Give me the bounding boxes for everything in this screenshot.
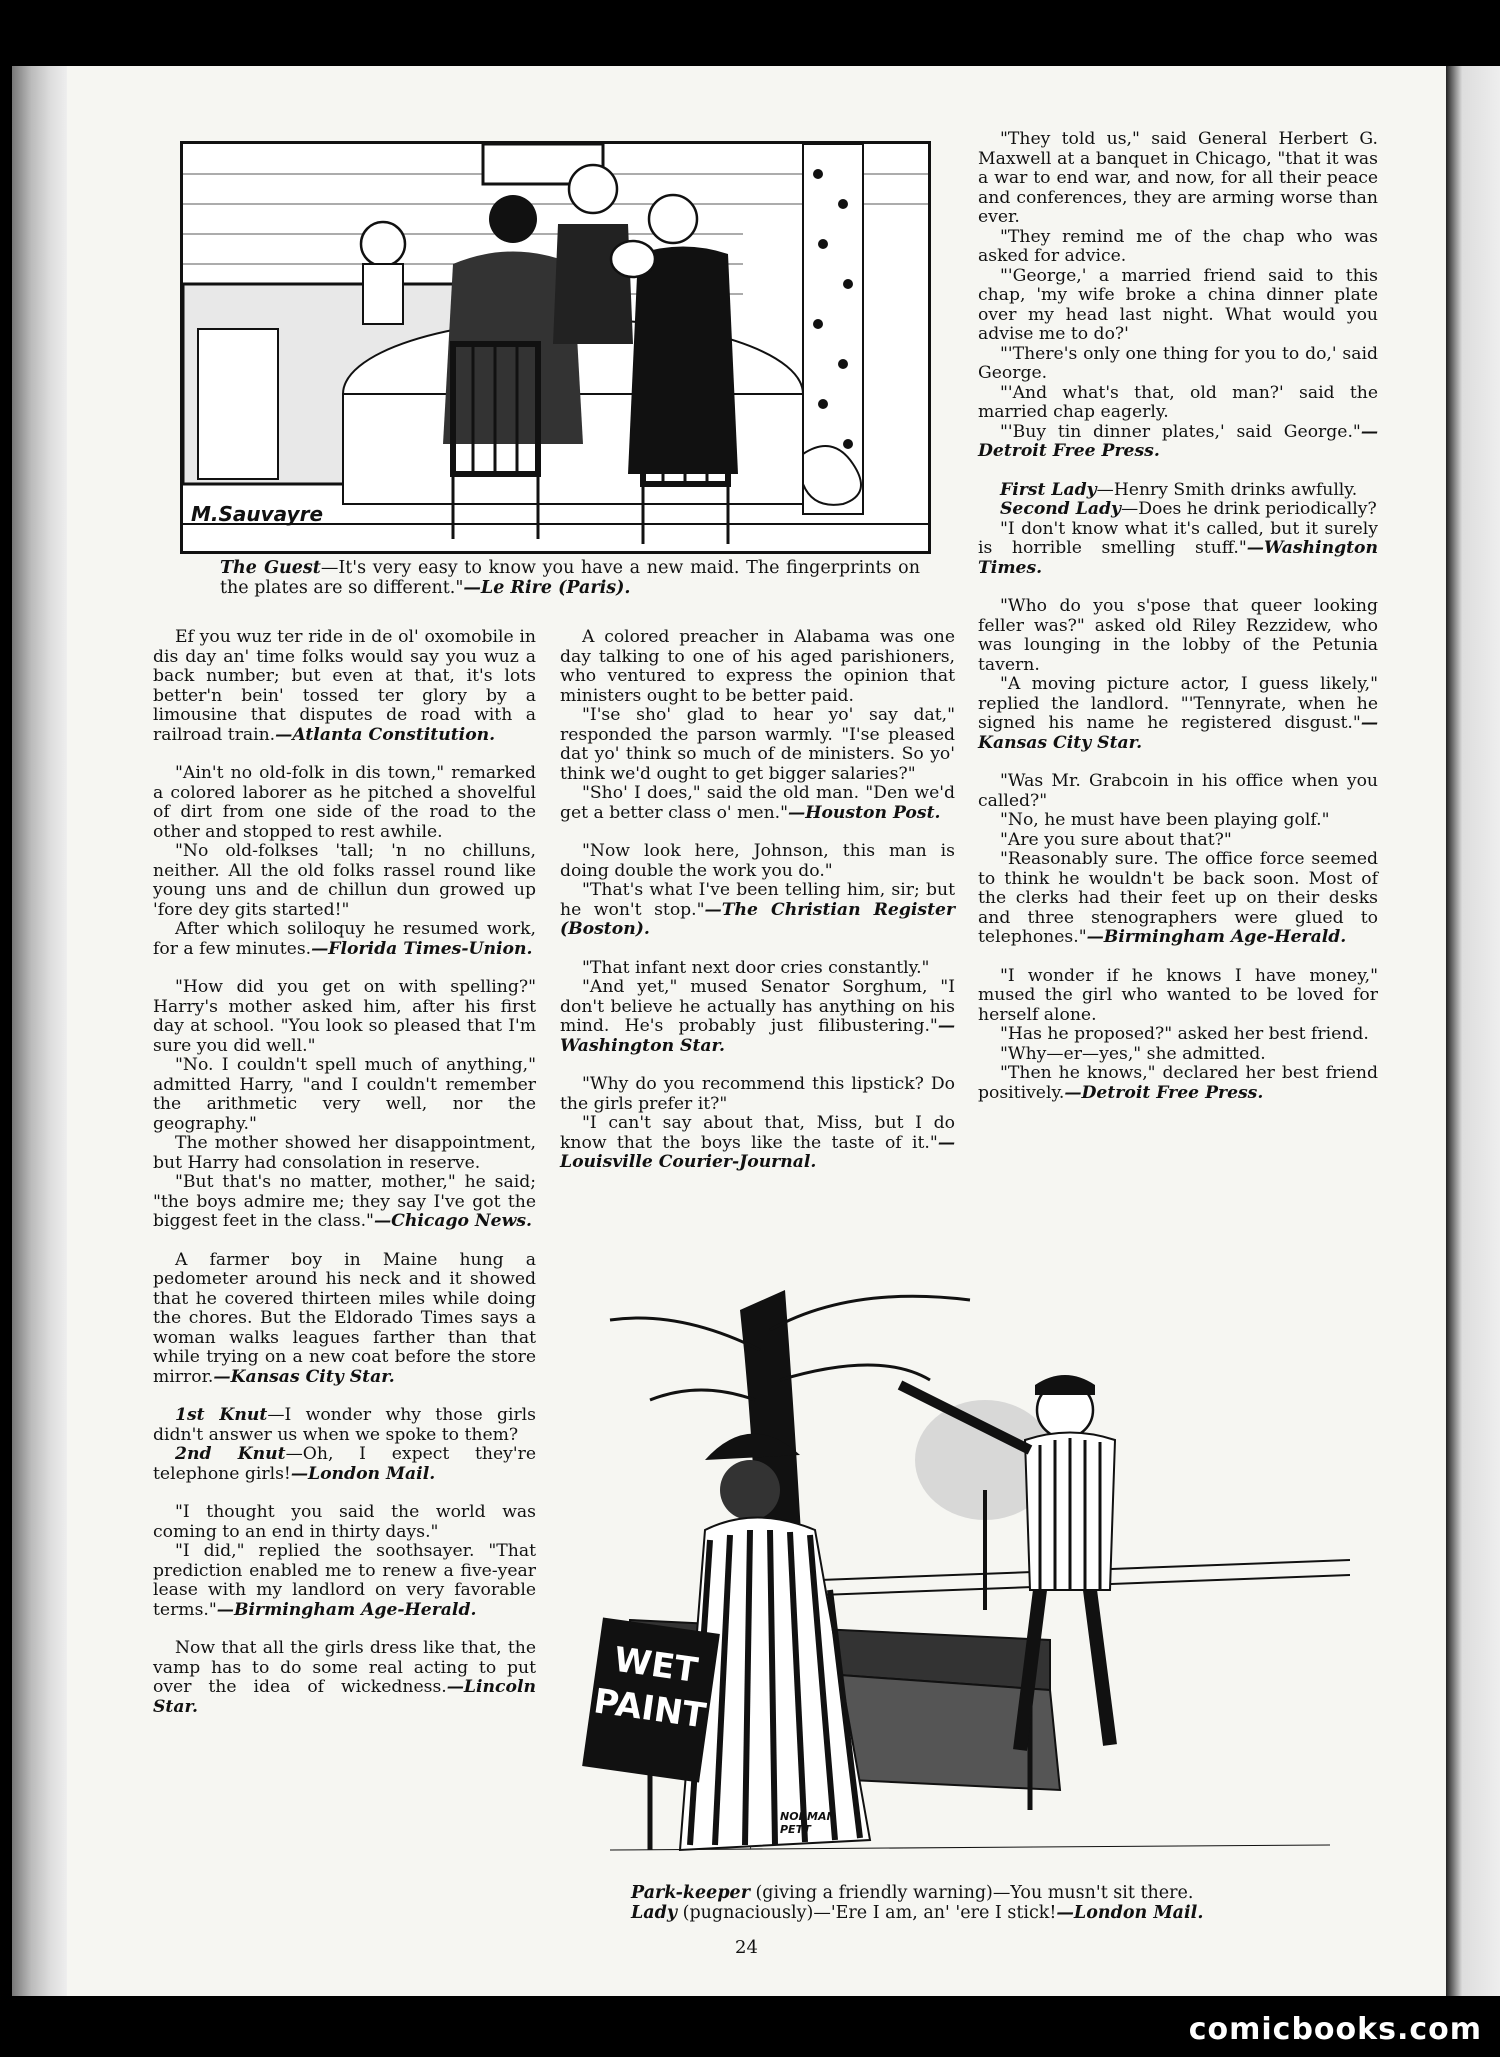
wet-paint-text: WET PAINT — [591, 1639, 709, 1737]
paragraph-text: "I did," replied the soothsayer. "That prediction enabled me to renew a five-year lease with my landlord on very favorable terms." — [153, 1541, 536, 1620]
speaker-label: 1st Knut — [175, 1405, 268, 1425]
source-credit: —Birmingham Age-Herald. — [1086, 927, 1347, 947]
paragraph-text: "Then he knows," declared her best friend positively. — [978, 1063, 1378, 1103]
paragraph-text: Now that all the girls dress like that, the vamp has to do some real acting to put over the idea of wickedness. — [153, 1638, 536, 1697]
paragraph-text: "But that's no matter, mother," he said; "the boys admire me; they say I've got the biggest feet in the class." — [153, 1172, 536, 1231]
paragraph-text: "'There's only one thing for you to do,' said George. — [978, 343, 1378, 383]
source-credit: —Florida Times-Union. — [311, 938, 533, 959]
paragraph — [560, 881, 955, 940]
wet-paint-sign — [582, 1618, 720, 1783]
paragraph — [978, 423, 1378, 462]
dinner-cartoon-caption — [220, 558, 920, 598]
caption-speaker-1: Park-keeper — [631, 1883, 750, 1903]
paragraph — [978, 384, 1378, 423]
source-credit: —The Christian Register (Boston). — [560, 899, 955, 939]
column-left — [153, 628, 536, 1717]
paragraph — [978, 1025, 1378, 1045]
paragraph-gap — [153, 745, 536, 764]
paragraph — [978, 1045, 1378, 1065]
paragraph-text: "No, he must have been playing golf." — [1000, 810, 1330, 830]
paragraph-text: "'And what's that, old man?' said the married chap eagerly. — [978, 382, 1378, 422]
paragraph-text: "Was Mr. Grabcoin in his office when you called?" — [978, 771, 1378, 811]
paragraph — [560, 978, 955, 1056]
paragraph-gap — [978, 462, 1378, 481]
paragraph — [560, 706, 955, 784]
source-credit: —Houston Post. — [788, 802, 941, 823]
paragraph — [978, 500, 1378, 520]
park-cartoon — [590, 1290, 1350, 1880]
paragraph — [560, 959, 955, 979]
paragraph-text: "That infant next door cries constantly." — [582, 957, 930, 978]
source-credit: —Lincoln Star. — [153, 1677, 536, 1717]
paragraph-gap — [560, 940, 955, 959]
dinner-cartoon — [180, 141, 931, 554]
paragraph-text: —I wonder why those girls didn't answer us when we spoke to them? — [153, 1405, 536, 1445]
paragraph — [560, 628, 955, 706]
paragraph — [153, 978, 536, 1056]
paragraph — [978, 228, 1378, 267]
source-credit: —Washington Times. — [978, 538, 1378, 578]
paragraph — [560, 1114, 955, 1173]
paragraph — [153, 1056, 536, 1134]
source-credit: —Birmingham Age-Herald. — [216, 1599, 477, 1620]
paragraph-text: "A moving picture actor, I guess likely," replied the landlord. "'Tennyrate, when he signed his name he registered disgust." — [978, 674, 1378, 733]
source-credit: —Chicago News. — [373, 1211, 533, 1231]
caption-line-2 — [631, 1903, 1351, 1923]
paragraph-text: "Now look here, Johnson, this man is doing double the work you do." — [560, 841, 955, 881]
paragraph-text: "And yet," mused Senator Sorghum, "I don't believe he actually has anything on his mind. He's probably just filibustering." — [560, 977, 955, 1036]
book-spine — [12, 66, 67, 1996]
paragraph-text: "'Buy tin dinner plates,' said George." — [1000, 421, 1361, 442]
paragraph-text: —Oh, I expect they're telephone girls! — [153, 1444, 536, 1484]
paragraph-text: The mother showed her disappointment, but Harry had consolation in reserve. — [153, 1133, 536, 1173]
paragraph-text: "'George,' a married friend said to this chap, 'my wife broke a china dinner plate over my head last night. What would you advise me to do?' — [978, 265, 1378, 344]
column-middle — [560, 628, 955, 1173]
paragraph-text: "Sho' I does," said the old man. "Den we'd get a better class o' men." — [560, 783, 955, 823]
watermark: comicbooks.com — [1188, 2012, 1482, 2047]
paragraph — [153, 1173, 536, 1232]
paragraph — [153, 1503, 536, 1542]
source-credit: —Louisville Courier-Journal. — [560, 1132, 955, 1172]
paragraph — [978, 831, 1378, 851]
paragraph-gap — [978, 753, 1378, 772]
source-credit: —Detroit Free Press. — [1064, 1082, 1264, 1103]
paragraph — [978, 130, 1378, 228]
paragraph-gap — [153, 1232, 536, 1251]
paragraph-text: "I don't know what it's called, but it surely is horrible smelling stuff." — [978, 518, 1378, 558]
source-credit: —London Mail. — [290, 1463, 436, 1484]
paragraph — [153, 1542, 536, 1620]
paragraph-text: "Reasonably sure. The office force seemed to think he wouldn't be back soon. Most of the clerks had their feet up on their desks and three stenographers were glued to telephones." — [978, 849, 1378, 947]
paragraph — [153, 920, 536, 959]
paragraph-text: "Are you sure about that?" — [1000, 829, 1232, 850]
source-credit: —Atlanta Constitution. — [275, 724, 496, 745]
paragraph — [560, 1075, 955, 1114]
paragraph-gap — [560, 823, 955, 842]
paragraph — [978, 345, 1378, 384]
paragraph — [978, 675, 1378, 753]
paragraph — [978, 1064, 1378, 1103]
column-right — [978, 130, 1378, 1103]
paragraph — [153, 1251, 536, 1388]
caption-text-1: (giving a friendly warning)—You musn't sit there. — [749, 1883, 1194, 1903]
paragraph-text: "I'se sho' glad to hear yo' say dat," responded the parson warmly. "I'se pleased dat yo' think so much of de ministers. So yo' think we'd ought to get bigger salaries?" — [560, 705, 955, 784]
paragraph-text: A colored preacher in Alabama was one day talking to one of his aged parishioners, who ventured to express the opinion that ministers ought to be better paid. — [560, 627, 955, 706]
source-credit: —Washington Star. — [560, 1016, 955, 1056]
paragraph — [560, 784, 955, 823]
paragraph-text: —Does he drink periodically? — [1121, 499, 1377, 519]
paragraph-text: "How did you get on with spelling?" Harry's mother asked him, after his first day at school. "You look so pleased that I'm sure you did well." — [153, 977, 536, 1056]
paragraph — [978, 267, 1378, 345]
caption-speaker-2: Lady — [631, 1903, 678, 1923]
paragraph — [978, 481, 1378, 501]
speaker-label: Second Lady — [1000, 499, 1122, 519]
paragraph — [978, 520, 1378, 579]
paragraph-text: A farmer boy in Maine hung a pedometer around his neck and it showed that he covered thirteen miles while doing the chores. But the Eldorado Times says a woman walks leagues farther than that while trying on a new coat before the store mirror. — [153, 1249, 536, 1387]
paragraph-text: "Why—er—yes," she admitted. — [1000, 1043, 1266, 1064]
paragraph-text: "I wonder if he knows I have money," mused the girl who wanted to be loved for herself alone. — [978, 965, 1378, 1025]
paragraph — [153, 764, 536, 842]
paragraph — [978, 850, 1378, 948]
paragraph-text: "Why do you recommend this lipstick? Do the girls prefer it?" — [560, 1074, 955, 1114]
paragraph-gap — [153, 1387, 536, 1406]
paragraph-text: "I can't say about that, Miss, but I do know that the boys like the taste of it." — [560, 1113, 955, 1153]
paragraph — [978, 772, 1378, 811]
caption-line-1 — [631, 1883, 1351, 1903]
paragraph — [153, 842, 536, 920]
paragraph-text: "Ain't no old-folk in dis town," remarked a colored laborer as he pitched a shovelful of dirt from one side of the road to the other and stopped to rest awhile. — [153, 763, 536, 842]
paragraph — [978, 811, 1378, 831]
paragraph-text: Ef you wuz ter ride in de ol' oxomobile in dis day an' time folks would say you wuz a back number; but even at that, it's lots better'n bein' tossed ter glory by a limousine that disputes de road with a railroad train. — [153, 627, 536, 745]
paragraph-text: "They remind me of the chap who was asked for advice. — [978, 226, 1378, 266]
paragraph-text: "No. I couldn't spell much of anything," admitted Harry, "and I couldn't remember the arithmetic very well, nor the geography." — [153, 1055, 536, 1134]
paragraph-text: —Henry Smith drinks awfully. — [1096, 479, 1358, 500]
paragraph-gap — [560, 1056, 955, 1075]
paragraph — [978, 967, 1378, 1026]
paragraph — [153, 1134, 536, 1173]
speaker-label: First Lady — [1000, 479, 1097, 500]
paragraph-gap — [153, 1484, 536, 1503]
paragraph-text: After which soliloquy he resumed work, for a few minutes. — [153, 919, 536, 959]
caption-speaker: The Guest — [220, 558, 321, 578]
caption-text-2: (pugnaciously)—'Ere I am, an' 'ere I stick! — [677, 1903, 1057, 1923]
park-cartoon-drawing — [590, 1290, 1350, 1880]
source-credit: —Kansas City Star. — [213, 1366, 395, 1387]
source-credit: —Detroit Free Press. — [978, 421, 1378, 461]
paragraph-gap — [978, 948, 1378, 967]
source-credit: —Kansas City Star. — [978, 713, 1378, 753]
paragraph-gap — [153, 1620, 536, 1639]
paragraph-gap — [978, 578, 1378, 597]
paragraph-gap — [153, 959, 536, 978]
caption-source-2: —London Mail. — [1056, 1903, 1204, 1923]
speaker-label: 2nd Knut — [175, 1444, 286, 1464]
page-number: 24 — [735, 1937, 758, 1958]
paragraph-text: "I thought you said the world was coming to an end in thirty days." — [153, 1502, 536, 1542]
paragraph — [153, 1445, 536, 1484]
paragraph-text: "No old-folkses 'tall; 'n no chilluns, neither. All the old folks rassel round like young uns and de chillun dun growed up 'fore dey gits started!" — [153, 841, 536, 920]
park-cartoon-caption — [631, 1883, 1351, 1923]
park-cartoon-signature: NORMAN PETT — [780, 1810, 836, 1836]
paragraph — [560, 842, 955, 881]
facing-page-edge — [1446, 66, 1500, 1996]
paragraph-text: "That's what I've been telling him, sir; but he won't stop." — [560, 880, 955, 920]
paragraph — [978, 597, 1378, 675]
paragraph-text: "Who do you s'pose that queer looking feller was?" asked old Riley Rezzidew, who was lounging in the lobby of the Petunia tavern. — [978, 596, 1378, 675]
paragraph — [153, 1639, 536, 1717]
caption-source: —Le Rire (Paris). — [463, 578, 631, 598]
paragraph — [153, 1406, 536, 1445]
paragraph — [153, 628, 536, 745]
paragraph-text: "They told us," said General Herbert G. Maxwell at a banquet in Chicago, "that it was a war to end war, and now, for all their peace and conferences, they are arming worse than ever. — [978, 129, 1378, 227]
paragraph-text: "Has he proposed?" asked her best friend. — [1000, 1024, 1369, 1044]
caption-text: —It's very easy to know you have a new maid. The fingerprints on the plates are so different." — [220, 558, 920, 598]
dinner-cartoon-drawing — [183, 144, 928, 551]
dinner-cartoon-signature: M.Sauvayre — [191, 502, 324, 526]
